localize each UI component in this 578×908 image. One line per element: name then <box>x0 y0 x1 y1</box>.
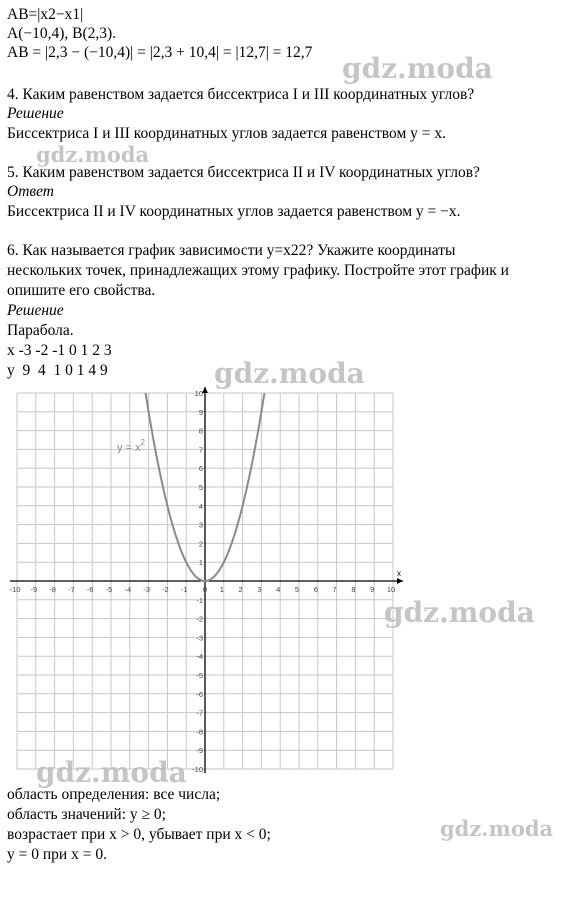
x-tick-label: -8 <box>49 585 56 594</box>
y-tick-label: -5 <box>196 671 203 680</box>
watermark-4: gdz.moda <box>384 596 535 629</box>
property-range: область значений: y ≥ 0; <box>7 806 166 823</box>
x-tick-label: -2 <box>162 585 169 594</box>
x-tick-label: -6 <box>86 585 94 594</box>
parabola-graph <box>10 384 405 774</box>
y-tick-label: -4 <box>196 652 203 662</box>
watermark-3: gdz.moda <box>214 357 365 390</box>
x-tick-label: 0 <box>202 585 208 594</box>
formula-ab-abs: AB=|x2−x1| <box>7 6 84 23</box>
x-tick-label: -4 <box>124 585 132 594</box>
question-6-line-3: опишите его свойства. <box>7 282 156 299</box>
points-a-b: A(−10,4), B(2,3). <box>7 25 117 42</box>
y-tick-label: 4 <box>198 501 203 511</box>
y-tick-label: 5 <box>198 483 203 492</box>
x-tick-label: 6 <box>313 585 318 594</box>
y-tick-label: 2 <box>198 539 203 549</box>
table-y-row: y 9 4 1 0 1 4 9 <box>7 362 108 379</box>
y-tick-label: 6 <box>198 464 203 474</box>
answer-4: Биссектриса I и III координатных углов задается равенством y = x. <box>7 125 446 142</box>
y-tick-label: -8 <box>196 727 203 737</box>
x-tick-label: 4 <box>276 585 281 594</box>
question-5: 5. Каким равенством задается биссектриса II и IV координатных углов? <box>7 164 480 181</box>
y-tick-label: 7 <box>198 445 203 455</box>
y-tick-label: -9 <box>196 746 203 756</box>
x-tick-label: 3 <box>257 585 262 594</box>
y-tick-label: 1 <box>198 558 203 568</box>
property-monotonic: возрастает при x > 0, убывает при x < 0; <box>7 826 271 843</box>
answer-5: Биссектриса II и IV координатных углов задается равенством y = −x. <box>7 203 461 220</box>
y-tick-label: 8 <box>198 426 203 436</box>
x-tick-label: -5 <box>105 585 113 594</box>
y-tick-label: -7 <box>196 708 203 718</box>
question-4: 4. Каким равенством задается биссектриса I и III координатных углов? <box>7 86 475 103</box>
answer-heading-5: Ответ <box>7 183 54 200</box>
watermark-2: gdz.moda <box>36 142 150 167</box>
question-6-line-1: 6. Как называется график зависимости y=x22? Укажите координаты <box>7 242 456 259</box>
x-tick-label: -1 <box>180 585 188 594</box>
x-tick-label: -9 <box>30 585 38 594</box>
solution-heading-4: Решение <box>7 105 64 122</box>
table-x-row: x -3 -2 -1 0 1 2 3 <box>7 342 112 359</box>
curve-label: $y = x^2$ <box>117 438 145 454</box>
ab-calculation: AB = |2,3 − (−10,4)| = |2,3 + 10,4| = |12,7| = 12,7 <box>7 44 313 61</box>
y-tick-label: -2 <box>196 614 203 624</box>
x-tick-label: 10 <box>386 585 396 594</box>
y-tick-label: 9 <box>198 407 203 417</box>
x-tick-label: -10 <box>10 585 21 594</box>
x-tick-label: 1 <box>219 585 224 594</box>
graph-svg <box>10 384 405 774</box>
y-tick-label: -6 <box>196 689 203 699</box>
y-tick-label: 10 <box>194 389 203 398</box>
x-tick-label: 8 <box>351 585 356 594</box>
x-tick-label: -7 <box>68 585 75 594</box>
x-axis-arrow <box>397 578 403 584</box>
x-tick-label: 9 <box>370 585 375 594</box>
x-tick-label: 2 <box>238 585 243 594</box>
y-tick-label: -1 <box>196 595 203 605</box>
watermark-5: gdz.moda <box>36 756 187 789</box>
watermark-6: gdz.moda <box>440 816 554 841</box>
y-tick-label: 3 <box>198 520 203 530</box>
solution-heading-6: Решение <box>7 302 64 319</box>
y-tick-label: -3 <box>196 633 203 643</box>
x-tick-label: 7 <box>332 585 337 594</box>
answer-6-parabola: Парабола. <box>7 322 74 339</box>
question-6-line-2: нескольких точек, принадлежащих этому графику. Постройте этот график и <box>7 262 509 279</box>
watermark-1: gdz.moda <box>342 52 493 85</box>
x-tick-label: 5 <box>294 585 300 594</box>
y-tick-label: -10 <box>192 765 203 774</box>
x-axis-label: x <box>397 569 401 578</box>
x-tick-label: -3 <box>143 585 150 594</box>
property-domain: область определения: все числа; <box>7 786 221 803</box>
property-zero: y = 0 при x = 0. <box>7 846 107 863</box>
